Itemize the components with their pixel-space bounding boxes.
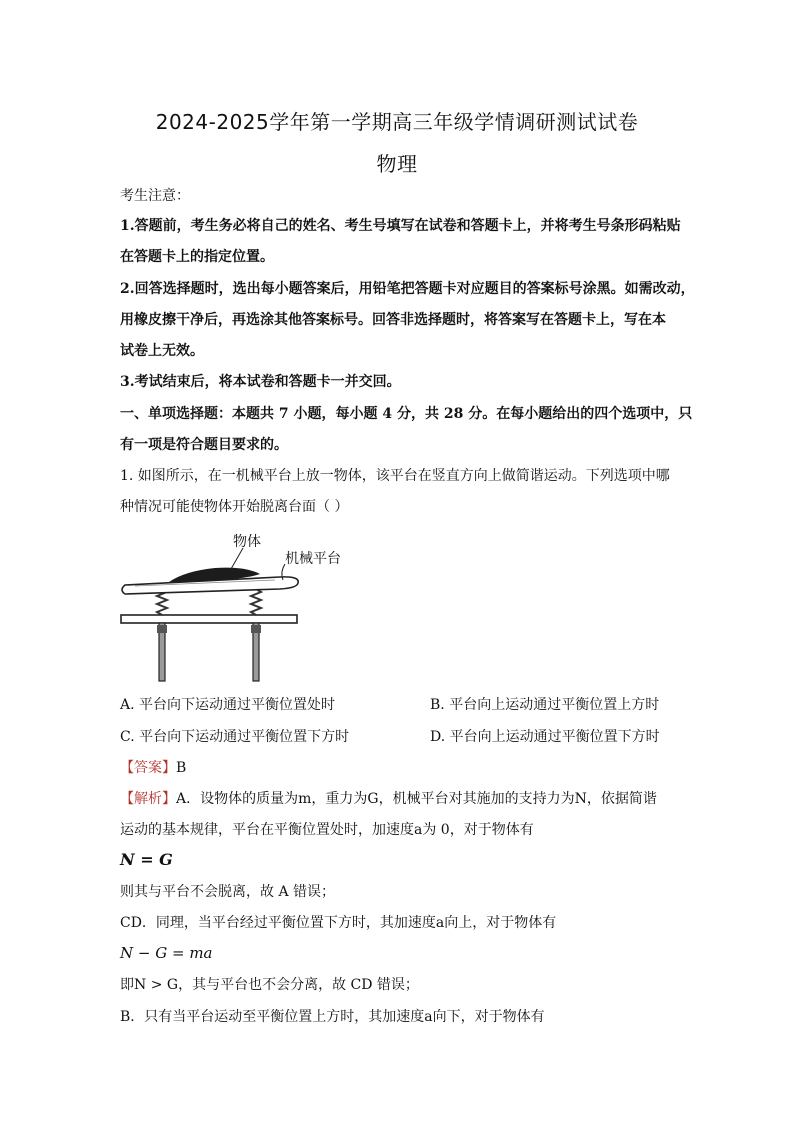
option-d: D. 平台向上运动通过平衡位置下方时 (430, 729, 660, 745)
analysis-line-5: 即N > G，其与平台也不会分离，故 CD 错误； (120, 977, 419, 993)
option-b: B. 平台向上运动通过平衡位置上方时 (430, 697, 660, 713)
analysis-line-4: CD．同理，当平台经过平衡位置下方时，其加速度a向上，对于物体有 (120, 915, 557, 931)
notice-item-2-line-2: 用橡皮擦干净后，再选涂其他答案标号。回答非选择题时，将答案写在答题卡上，写在本 (120, 312, 666, 328)
notice-label: 考生注意： (120, 188, 190, 204)
section-heading-line-2: 有一项是符合题目要求的。 (120, 437, 288, 453)
figure-label-object: 物体 (233, 534, 261, 550)
exam-title: 2024-2025学年第一学期高三年级学情调研测试试卷 (155, 110, 639, 134)
notice-item-3: 3.考试结束后，将本试卷和答题卡一并交回。 (120, 374, 401, 390)
answer-tag: 【答案】 (120, 760, 176, 776)
notice-item-1-line-2: 在答题卡上的指定位置。 (120, 249, 274, 265)
notice-item-1-line-1: 1.答题前，考生务必将自己的姓名、考生号填写在试卷和答题卡上，并将考生号条形码粘贴 (120, 218, 681, 234)
subject-title: 物理 (376, 152, 418, 176)
analysis-line-2: 运动的基本规律，平台在平衡位置处时，加速度a为 0，对于物体有 (120, 822, 534, 838)
equation-1: N = G (120, 850, 173, 869)
question-1-stem-line-2: 种情况可能使物体开始脱离台面（ ） (120, 499, 349, 515)
notice-item-2-line-1: 2.回答选择题时，选出每小题答案后，用铅笔把答题卡对应题目的答案标号涂黑。如需改动， (120, 281, 695, 297)
section-heading-line-1: 一、单项选择题：本题共 7 小题，每小题 4 分，共 28 分。在每小题给出的四个选项中，只 (120, 406, 693, 422)
notice-item-2-line-3: 试卷上无效。 (120, 343, 204, 359)
equation-2: N − G = ma (120, 944, 213, 962)
analysis-line-3: 则其与平台不会脱离，故 A 错误； (120, 884, 336, 900)
option-a: A. 平台向下运动通过平衡位置处时 (120, 697, 336, 713)
answer-value: B (176, 760, 187, 776)
analysis-line-1 (120, 789, 680, 809)
option-c: C. 平台向下运动通过平衡位置下方时 (120, 729, 350, 745)
platform-figure (115, 528, 365, 683)
figure-label-platform: 机械平台 (285, 551, 341, 567)
analysis-line-6: B．只有当平台运动至平衡位置上方时，其加速度a向下，对于物体有 (120, 1009, 545, 1025)
analysis-text-1: A．设物体的质量为m，重力为G，机械平台对其施加的支持力为N，依据简谐 (176, 791, 657, 807)
analysis-tag: 【解析】 (120, 791, 176, 807)
question-1-stem-line-1: 1. 如图所示，在一机械平台上放一物体，该平台在竖直方向上做简谐运动。下列选项中哪 (120, 468, 670, 484)
answer-row (120, 758, 680, 778)
